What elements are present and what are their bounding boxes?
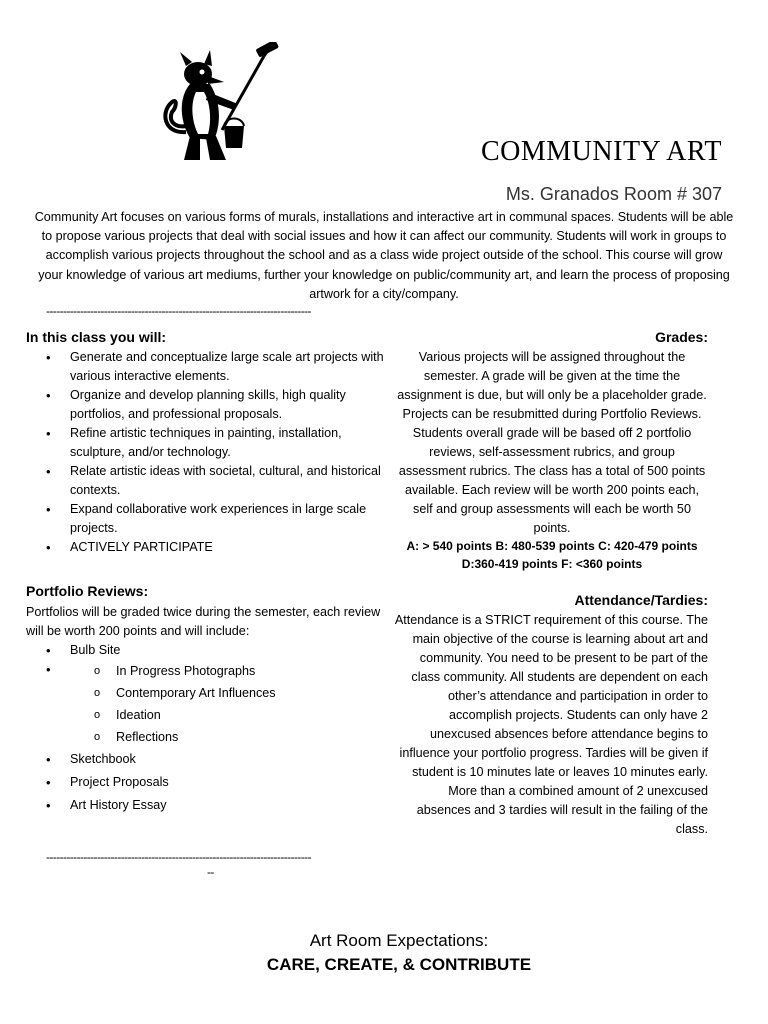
list-item: • Relate artistic ideas with societal, cultural, and historical contexts. — [26, 462, 386, 500]
course-description: Community Art focuses on various forms of murals, installations and interactive art in communal spaces. Students will be able to propose various projects that deal with social issues and how it can affect our community. Students will work in groups to accomplish various projects throughout the school and as a class wide project outside of the school. This course will grow your knowledge of various art mediums, further your knowledge on public/community art, and learn the process of proposing artwork for a city/company. — [34, 210, 734, 301]
divider: ------------------------------------------------------------------------------ — [46, 305, 311, 317]
rat-with-paint-roller-icon — [160, 42, 280, 166]
teacher-room: Ms. Granados Room # 307 — [505, 184, 722, 204]
portfolio-sub-list — [26, 660, 386, 748]
learn-list — [26, 348, 386, 557]
list-item: • Expand collaborative work experiences in large scale projects. — [26, 500, 386, 538]
sub-list-item: o Reflections — [26, 726, 386, 748]
list-item: • Bulb Site — [26, 641, 386, 660]
divider-tail: -- — [207, 866, 214, 878]
list-item: • Art History Essay — [26, 794, 386, 817]
grading-scale-line: D:360-419 points F: <360 points — [461, 557, 643, 571]
list-item: • Sketchbook — [26, 748, 386, 771]
page-title: COMMUNITY ART — [480, 136, 722, 167]
portfolio-intro: Portfolios will be graded twice during the semester, each review will be worth 200 points and will include: — [26, 605, 381, 638]
list-item: • Refine artistic techniques in painting, installation, sculpture, and/or technology. — [26, 424, 386, 462]
expectations-title: Art Room Expectations: — [309, 931, 489, 950]
grading-scale — [396, 537, 708, 573]
portfolio-heading: Portfolio Reviews: — [26, 583, 149, 599]
list-item: • Organize and develop planning skills, high quality portfolios, and professional proposals. — [26, 386, 386, 424]
grading-scale-line: A: > 540 points B: 480-539 points C: 420-479 points — [406, 539, 698, 553]
list-item: • ACTIVELY PARTICIPATE — [26, 538, 386, 557]
expectations-motto: CARE, CREATE, & CONTRIBUTE — [266, 955, 532, 974]
learn-heading: In this class you will: — [26, 329, 167, 345]
grades-text: Various projects will be assigned throughout the semester. A grade will be given at the time the assignment is due, but will only be a placeholder grade. Projects can be resubmitted during Portfolio Reviews. Students overall grade will be based off 2 portfolio reviews, self-assessment rubrics, and group assessment rubrics. The class has a total of 500 points available. Each review will be worth 200 points each, self and group assessments will each be worth 50 points. — [397, 350, 707, 535]
grades-heading: Grades: — [655, 329, 708, 345]
attendance-heading: Attendance/Tardies: — [574, 592, 708, 608]
sub-list-item: o Ideation — [26, 704, 386, 726]
sub-list-container — [26, 660, 386, 748]
list-item: • Project Proposals — [26, 771, 386, 794]
portfolio-list — [26, 641, 386, 817]
list-item: • Generate and conceptualize large scale art projects with various interactive elements. — [26, 348, 386, 386]
sub-list-item: o • In Progress Photographs — [26, 660, 386, 682]
divider: ------------------------------------------------------------------------------ — [46, 851, 311, 863]
attendance-text: Attendance is a STRICT requirement of this course. The main objective of the course is learning about art and community. You need to be present to be part of the class community. All students are dependent on each other’s attendance and participation in order to accomplish projects. Students can only have 2 unexcused absences before attendance begins to influence your portfolio progress. Tardies will be given if student is 10 minutes late or leaves 10 minutes early. More than a combined amount of 2 unexcused absences and 3 tardies will result in the failing of the class. — [394, 613, 708, 836]
sub-list-item: o Contemporary Art Influences — [26, 682, 386, 704]
